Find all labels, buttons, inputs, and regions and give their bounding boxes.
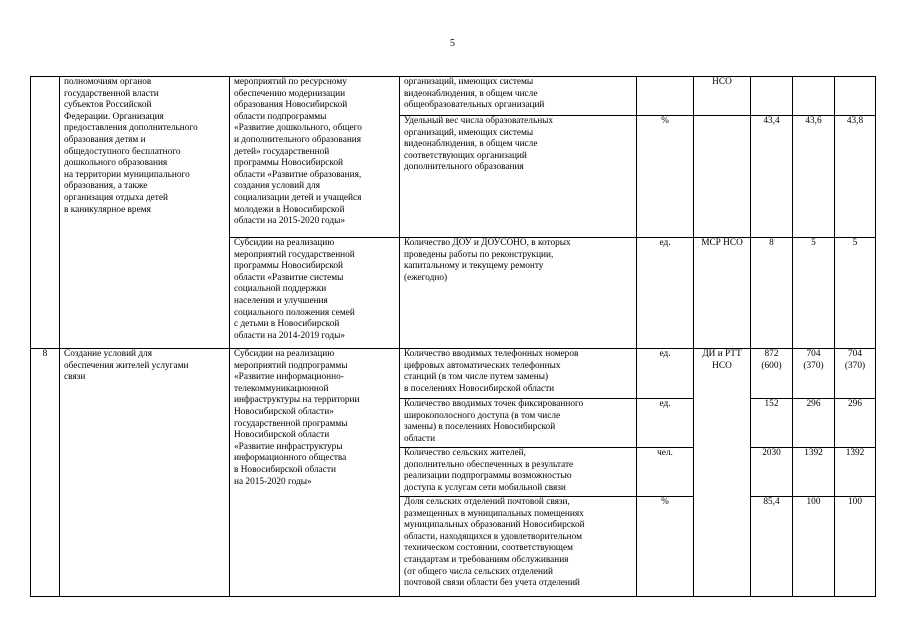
text-line: мероприятий по ресурсному: [234, 77, 347, 87]
text-line: Новосибирской области: [234, 430, 330, 441]
text-line: муниципальных образований Новосибирской: [404, 520, 585, 531]
text-line: стандартам и требованиям обслуживания: [404, 554, 569, 565]
indicator-cell: [400, 238, 637, 349]
value-cell: [835, 349, 876, 399]
text-line: на 2015-2020 годы»: [234, 476, 312, 487]
text-line: в Новосибирской области: [234, 464, 336, 475]
text-line: детей» государственной: [234, 146, 330, 157]
page-number: 5: [450, 38, 455, 49]
text-line: и дополнительного образования: [234, 134, 362, 145]
text-line: области, находящихся в удовлетворительном: [404, 531, 582, 542]
text-line: «Развитие инфраструктуры: [234, 441, 343, 452]
text-line: Субсидии на реализацию: [234, 349, 335, 359]
row-number-cell: 8: [31, 349, 60, 597]
text-line: организация отдыха детей: [64, 192, 168, 203]
text-line: области «Развитие системы: [234, 272, 344, 283]
indicator-cell: [400, 77, 637, 116]
value-cell: 100: [835, 497, 876, 597]
unit-cell: %: [637, 497, 694, 597]
text-line: реализации подпрограммы возможностью: [404, 471, 572, 482]
indicator-cell: [400, 448, 637, 497]
value-cell: 8: [751, 238, 793, 349]
text-line: обеспечения жителей услугами: [64, 360, 189, 371]
executor-cell: [694, 116, 751, 238]
text-line: широкополосного доступа (в том числе: [404, 410, 561, 421]
executor-cell: [694, 349, 751, 597]
text-line: Количество вводимых телефонных номеров: [404, 349, 579, 359]
text-line: Удельный вес числа образовательных: [404, 116, 554, 126]
text-line: образования детям и: [64, 134, 146, 145]
text-line: «Развитие информационно-: [234, 372, 344, 383]
text-line: размещенных в муниципальных помещениях: [404, 508, 584, 519]
text-line: программы Новосибирской: [234, 158, 344, 169]
text-line: Новосибирской области»: [234, 406, 334, 417]
text-line: проведены работы по реконструкции,: [404, 249, 554, 260]
value-cell: 152: [751, 399, 793, 448]
text-line: (370): [803, 360, 824, 371]
text-line: дополнительного образования: [404, 162, 524, 173]
value-cell: 2030: [751, 448, 793, 497]
text-line: 872: [764, 349, 779, 359]
text-line: инфраструктуры на территории: [234, 395, 360, 406]
text-line: связи: [64, 372, 86, 383]
text-line: Субсидии на реализацию: [234, 238, 335, 248]
text-line: мероприятий государственной: [234, 249, 355, 260]
measure-cell: [230, 238, 400, 349]
text-line: общеобразовательных организаций: [404, 100, 545, 111]
value-cell: 85,4: [751, 497, 793, 597]
text-line: с детьми в Новосибирской: [234, 319, 340, 330]
text-line: государственной программы: [234, 418, 348, 429]
text-line: дошкольного образования: [64, 158, 168, 169]
text-line: НСО: [712, 360, 732, 371]
text-line: социальной поддержки: [234, 284, 327, 295]
value-cell: 296: [793, 399, 835, 448]
value-cell: 43,4: [751, 116, 793, 238]
text-line: социального положения семей: [234, 307, 355, 318]
text-line: области «Развитие образования,: [234, 169, 362, 180]
value-cell: [793, 77, 835, 116]
text-line: области на 2014-2019 годы»: [234, 330, 346, 341]
text-line: «Развитие дошкольного, общего: [234, 123, 362, 134]
text-line: полномочиям органов: [64, 77, 152, 87]
text-line: 704: [848, 349, 862, 359]
text-line: области подпрограммы: [234, 111, 327, 122]
unit-cell: [637, 77, 694, 116]
indicator-cell: [400, 497, 637, 597]
unit-cell: %: [637, 116, 694, 238]
text-line: образования Новосибирской: [234, 100, 348, 111]
text-line: Количество ДОУ и ДОУСОНО, в которых: [404, 238, 571, 248]
text-line: ДИ и РТТ: [702, 349, 742, 359]
executor-cell: МСР НСО: [694, 238, 751, 349]
unit-cell: чел.: [637, 448, 694, 497]
text-line: Создание условий для: [64, 349, 152, 359]
row-number-cell: [31, 77, 60, 349]
measure-cell: [230, 77, 400, 238]
value-cell: [751, 349, 793, 399]
indicator-cell: [400, 399, 637, 448]
text-line: мероприятий подпрограммы: [234, 360, 348, 371]
text-line: видеонаблюдения, в общем числе: [404, 88, 538, 99]
text-line: видеонаблюдения, в общем числе: [404, 139, 538, 150]
text-line: обеспечению модернизации: [234, 88, 346, 99]
text-line: Количество вводимых точек фиксированного: [404, 399, 584, 409]
value-cell: 1392: [793, 448, 835, 497]
executor-cell: НСО: [694, 77, 751, 116]
text-line: Доля сельских отделений почтовой связи,: [404, 497, 570, 507]
text-line: субъектов Российской: [64, 100, 152, 111]
text-line: доступа к услугам сети мобильной связи: [404, 482, 566, 493]
text-line: замены) в поселениях Новосибирской: [404, 422, 556, 433]
text-line: населения и улучшения: [234, 295, 328, 306]
value-cell: 43,8: [835, 116, 876, 238]
text-line: организаций, имеющих системы: [404, 77, 534, 87]
text-line: организаций, имеющих системы: [404, 127, 534, 138]
text-line: Федерации. Организация: [64, 111, 164, 122]
text-line: Количество сельских жителей,: [404, 448, 526, 458]
text-line: молодежи в Новосибирской: [234, 204, 345, 215]
unit-cell: ед.: [637, 238, 694, 349]
text-line: (от общего числа сельских отделений: [404, 566, 553, 577]
text-line: капитальному и текущему ремонту: [404, 261, 544, 272]
text-line: (600): [761, 360, 782, 371]
text-line: социализации детей и учащейся: [234, 192, 362, 203]
value-cell: 5: [835, 238, 876, 349]
value-cell: 100: [793, 497, 835, 597]
text-line: общедоступного бесплатного: [64, 146, 181, 157]
text-line: в поселениях Новосибирской области: [404, 383, 555, 394]
indicator-cell: [400, 349, 637, 399]
task-cell: [60, 77, 230, 349]
text-line: техническом состоянии, соответствующем: [404, 543, 573, 554]
value-cell: [835, 77, 876, 116]
value-cell: 296: [835, 399, 876, 448]
table-row: [31, 77, 876, 116]
text-line: на территории муниципального: [64, 169, 190, 180]
text-line: предоставления дополнительного: [64, 123, 198, 134]
unit-cell: ед.: [637, 349, 694, 399]
text-line: образования, а также: [64, 181, 148, 192]
value-cell: [793, 349, 835, 399]
measure-cell: [230, 349, 400, 597]
text-line: в каникулярное время: [64, 204, 151, 215]
value-cell: 43,6: [793, 116, 835, 238]
text-line: цифровых автоматических телефонных: [404, 360, 561, 371]
value-cell: 5: [793, 238, 835, 349]
text-line: информационного общества: [234, 453, 347, 464]
text-line: 704: [806, 349, 821, 359]
task-cell: [60, 349, 230, 597]
text-line: программы Новосибирской: [234, 261, 344, 272]
text-line: (370): [844, 360, 866, 371]
unit-cell: ед.: [637, 399, 694, 448]
program-table: [30, 76, 876, 597]
text-line: государственной власти: [64, 88, 159, 99]
text-line: дополнительно обеспеченных в результате: [404, 459, 574, 470]
text-line: станций (в том числе путем замены): [404, 372, 549, 383]
text-line: почтовой связи области без учета отделений: [404, 578, 580, 589]
indicator-cell: [400, 116, 637, 238]
text-line: области: [404, 433, 436, 444]
value-cell: [751, 77, 793, 116]
value-cell: 1392: [835, 448, 876, 497]
text-line: области на 2015-2020 годы»: [234, 216, 346, 227]
text-line: телекоммуникационной: [234, 383, 329, 394]
text-line: соответствующих организаций: [404, 150, 527, 161]
text-line: (ежегодно): [404, 272, 448, 283]
text-line: создания условий для: [234, 181, 321, 192]
table-row: [31, 349, 876, 399]
